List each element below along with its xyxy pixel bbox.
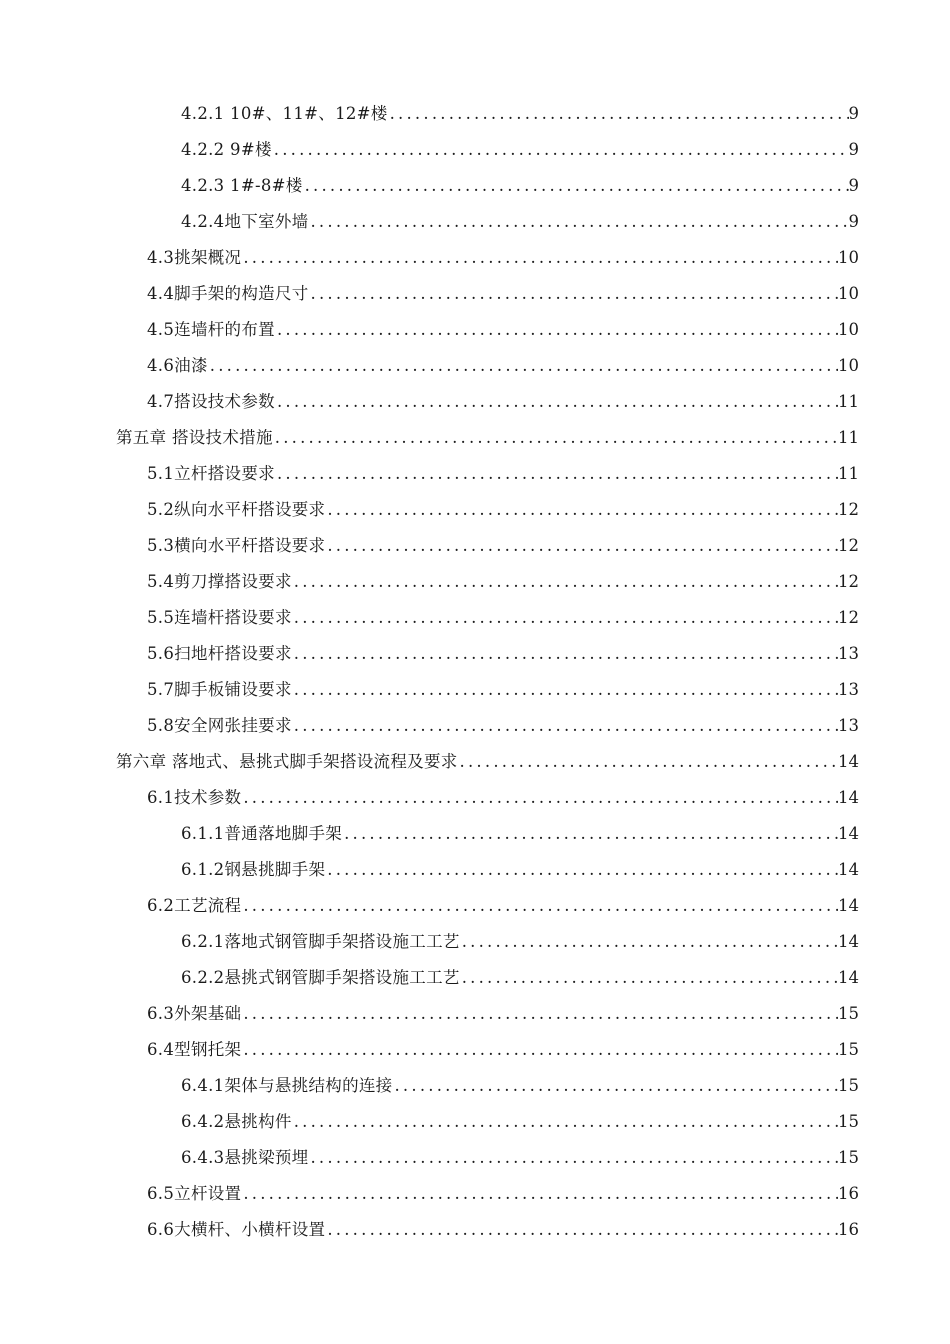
toc-entry[interactable]	[147, 605, 859, 629]
toc-entry-title: 6.4.1架体与悬挑结构的连接	[181, 1076, 393, 1095]
dot-leader	[308, 1147, 838, 1169]
toc-entry-page: 12	[838, 608, 859, 627]
toc-entry-page: 10	[838, 356, 859, 375]
toc-entry[interactable]	[147, 569, 859, 593]
toc-entry-page: 9	[848, 176, 859, 195]
toc-entry[interactable]	[181, 857, 859, 881]
toc-entry-title: 4.3挑架概况	[147, 248, 242, 267]
toc-entry-page: 10	[838, 284, 859, 303]
dot-leader	[309, 283, 838, 305]
dot-leader	[292, 1111, 838, 1133]
toc-entry-title: 4.6油漆	[147, 356, 208, 375]
toc-entry-title: 6.4.3悬挑梁预埋	[181, 1148, 309, 1167]
toc-entry-title: 第五章 搭设技术措施	[116, 428, 273, 447]
toc-entry-page: 10	[838, 248, 859, 267]
dot-leader	[208, 355, 838, 377]
toc-entry-page: 16	[838, 1220, 859, 1239]
toc-entry[interactable]	[181, 209, 859, 233]
toc-entry-title: 4.2.1 10#、11#、12#楼	[181, 104, 388, 123]
toc-entry[interactable]	[147, 1037, 859, 1061]
dot-leader	[458, 751, 838, 773]
toc-entry-page: 16	[838, 1184, 859, 1203]
toc-entry[interactable]	[147, 893, 859, 917]
toc-entry[interactable]	[181, 173, 859, 197]
toc-entry-title: 4.7搭设技术参数	[147, 392, 275, 411]
toc-entry-title: 5.6扫地杆搭设要求	[147, 644, 292, 663]
toc-entry-title: 4.2.3 1#-8#楼	[181, 176, 303, 195]
toc-entry-title: 6.1.2钢悬挑脚手架	[181, 860, 326, 879]
toc-entry[interactable]	[181, 1109, 859, 1133]
toc-entry-page: 9	[848, 212, 859, 231]
dot-leader	[325, 499, 838, 521]
toc-entry[interactable]	[147, 281, 859, 305]
toc-entry-title: 6.4.2悬挑构件	[181, 1112, 292, 1131]
toc-entry-title: 6.6大横杆、小横杆设置	[147, 1220, 326, 1239]
toc-entry[interactable]	[147, 533, 859, 557]
dot-leader	[325, 859, 838, 881]
toc-entry-title: 5.5连墙杆搭设要求	[147, 608, 292, 627]
toc-entry[interactable]	[147, 785, 859, 809]
dot-leader	[460, 967, 838, 989]
toc-entry-page: 12	[838, 500, 859, 519]
dot-leader	[460, 931, 838, 953]
dot-leader	[275, 463, 838, 485]
dot-leader	[292, 571, 838, 593]
dot-leader	[292, 607, 838, 629]
toc-entry[interactable]	[147, 497, 859, 521]
toc-entry[interactable]	[181, 929, 859, 953]
toc-entry-title: 5.3横向水平杆搭设要求	[147, 536, 326, 555]
toc-entry-page: 11	[838, 464, 859, 483]
toc-entry-title: 5.1立杆搭设要求	[147, 464, 275, 483]
dot-leader	[292, 643, 838, 665]
toc-entry-page: 14	[838, 752, 859, 771]
toc-chapter-entry[interactable]	[116, 749, 859, 773]
toc-entry[interactable]	[147, 1001, 859, 1025]
toc-entry-page: 9	[848, 104, 859, 123]
toc-entry-page: 11	[838, 428, 859, 447]
toc-entry-title: 5.4剪刀撑搭设要求	[147, 572, 292, 591]
dot-leader	[275, 391, 838, 413]
toc-entry-title: 5.2纵向水平杆搭设要求	[147, 500, 326, 519]
toc-entry[interactable]	[147, 245, 859, 269]
dot-leader	[308, 211, 848, 233]
toc-entry-page: 14	[838, 932, 859, 951]
toc-entry-title: 4.4脚手架的构造尺寸	[147, 284, 309, 303]
toc-entry[interactable]	[181, 137, 859, 161]
dot-leader	[388, 103, 849, 125]
dot-leader	[292, 715, 838, 737]
dot-leader	[325, 1219, 838, 1241]
dot-leader	[325, 535, 838, 557]
toc-entry-page: 14	[838, 896, 859, 915]
toc-entry-page: 15	[838, 1040, 859, 1059]
toc-entry-page: 14	[838, 824, 859, 843]
dot-leader	[303, 175, 849, 197]
toc-entry[interactable]	[147, 1217, 859, 1241]
toc-chapter-entry[interactable]	[116, 425, 859, 449]
toc-entry[interactable]	[181, 1073, 859, 1097]
toc-entry[interactable]	[147, 677, 859, 701]
toc-entry[interactable]	[147, 1181, 859, 1205]
dot-leader	[241, 787, 838, 809]
dot-leader	[392, 1075, 838, 1097]
toc-entry-page: 15	[838, 1148, 859, 1167]
dot-leader	[292, 679, 838, 701]
dot-leader	[241, 895, 838, 917]
toc-entry-title: 第六章 落地式、悬挑式脚手架搭设流程及要求	[116, 752, 458, 771]
toc-entry[interactable]	[147, 389, 859, 413]
dot-leader	[241, 1039, 838, 1061]
toc-entry-title: 4.2.2 9#楼	[181, 140, 272, 159]
dot-leader	[241, 247, 838, 269]
toc-entry-title: 5.7脚手板铺设要求	[147, 680, 292, 699]
toc-entry-page: 13	[838, 716, 859, 735]
toc-entry-page: 15	[838, 1076, 859, 1095]
toc-entry[interactable]	[147, 641, 859, 665]
toc-entry-title: 5.8安全网张挂要求	[147, 716, 292, 735]
dot-leader	[342, 823, 838, 845]
toc-entry-page: 15	[838, 1112, 859, 1131]
toc-entry-title: 6.2工艺流程	[147, 896, 242, 915]
toc-entry[interactable]	[181, 821, 859, 845]
toc-entry[interactable]	[181, 1145, 859, 1169]
toc-entry-page: 12	[838, 572, 859, 591]
toc-entry-title: 6.3外架基础	[147, 1004, 242, 1023]
toc-entry-page: 15	[838, 1004, 859, 1023]
dot-leader	[273, 427, 838, 449]
toc-entry-title: 4.5连墙杆的布置	[147, 320, 275, 339]
toc-entry-title: 6.5立杆设置	[147, 1184, 242, 1203]
toc-entry[interactable]	[147, 317, 859, 341]
toc-entry[interactable]	[147, 461, 859, 485]
dot-leader	[241, 1183, 838, 1205]
toc-entry[interactable]	[147, 353, 859, 377]
dot-leader	[272, 139, 849, 161]
toc-entry-page: 14	[838, 968, 859, 987]
toc-entry-page: 10	[838, 320, 859, 339]
toc-entry-title: 6.1.1普通落地脚手架	[181, 824, 343, 843]
toc-entry-title: 6.1技术参数	[147, 788, 242, 807]
toc-entry-title: 6.2.2悬挑式钢管脚手架搭设施工工艺	[181, 968, 460, 987]
toc-entry[interactable]	[181, 965, 859, 989]
toc-entry[interactable]	[147, 713, 859, 737]
toc-entry-page: 11	[838, 392, 859, 411]
toc-entry-page: 12	[838, 536, 859, 555]
dot-leader	[275, 319, 838, 341]
toc-entry-page: 13	[838, 644, 859, 663]
toc-entry-page: 9	[848, 140, 859, 159]
dot-leader	[241, 1003, 838, 1025]
toc-entry-page: 14	[838, 860, 859, 879]
toc-entry[interactable]	[181, 101, 859, 125]
toc-entry-title: 4.2.4地下室外墙	[181, 212, 309, 231]
toc-entry-title: 6.4型钢托架	[147, 1040, 242, 1059]
toc-entry-page: 13	[838, 680, 859, 699]
toc-entry-page: 14	[838, 788, 859, 807]
toc-entry-title: 6.2.1落地式钢管脚手架搭设施工工艺	[181, 932, 460, 951]
